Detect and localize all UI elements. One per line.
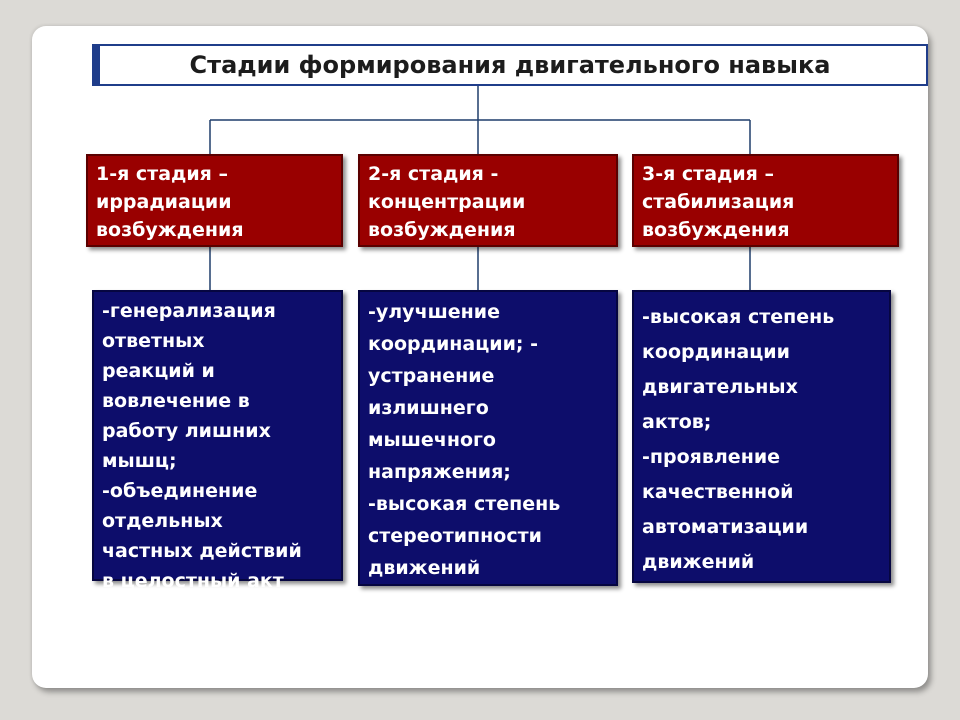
stage-1-description: -генерализация ответных реакций и вовлечение в работу лишних мышц; -объединение отдельных частных действий в целостный акт [92, 290, 343, 581]
diagram-title-box [92, 44, 928, 86]
title-accent-bar [94, 46, 100, 84]
stage-2-description: -улучшение координации; - устранение излишнего мышечного напряжения; -высокая степень стереотипности движений [358, 290, 618, 586]
stage-2-box: 2-я стадия - концентрации возбуждения [358, 154, 618, 247]
stage-1-box: 1-я стадия – иррадиации возбуждения [86, 154, 343, 247]
stage-3-description: -высокая степень координации двигательных актов; -проявление качественной автоматизации движений [632, 290, 891, 583]
stage-3-box: 3-я стадия – стабилизация возбуждения [632, 154, 899, 247]
diagram-title: Стадии формирования двигательного навыка [189, 51, 831, 79]
